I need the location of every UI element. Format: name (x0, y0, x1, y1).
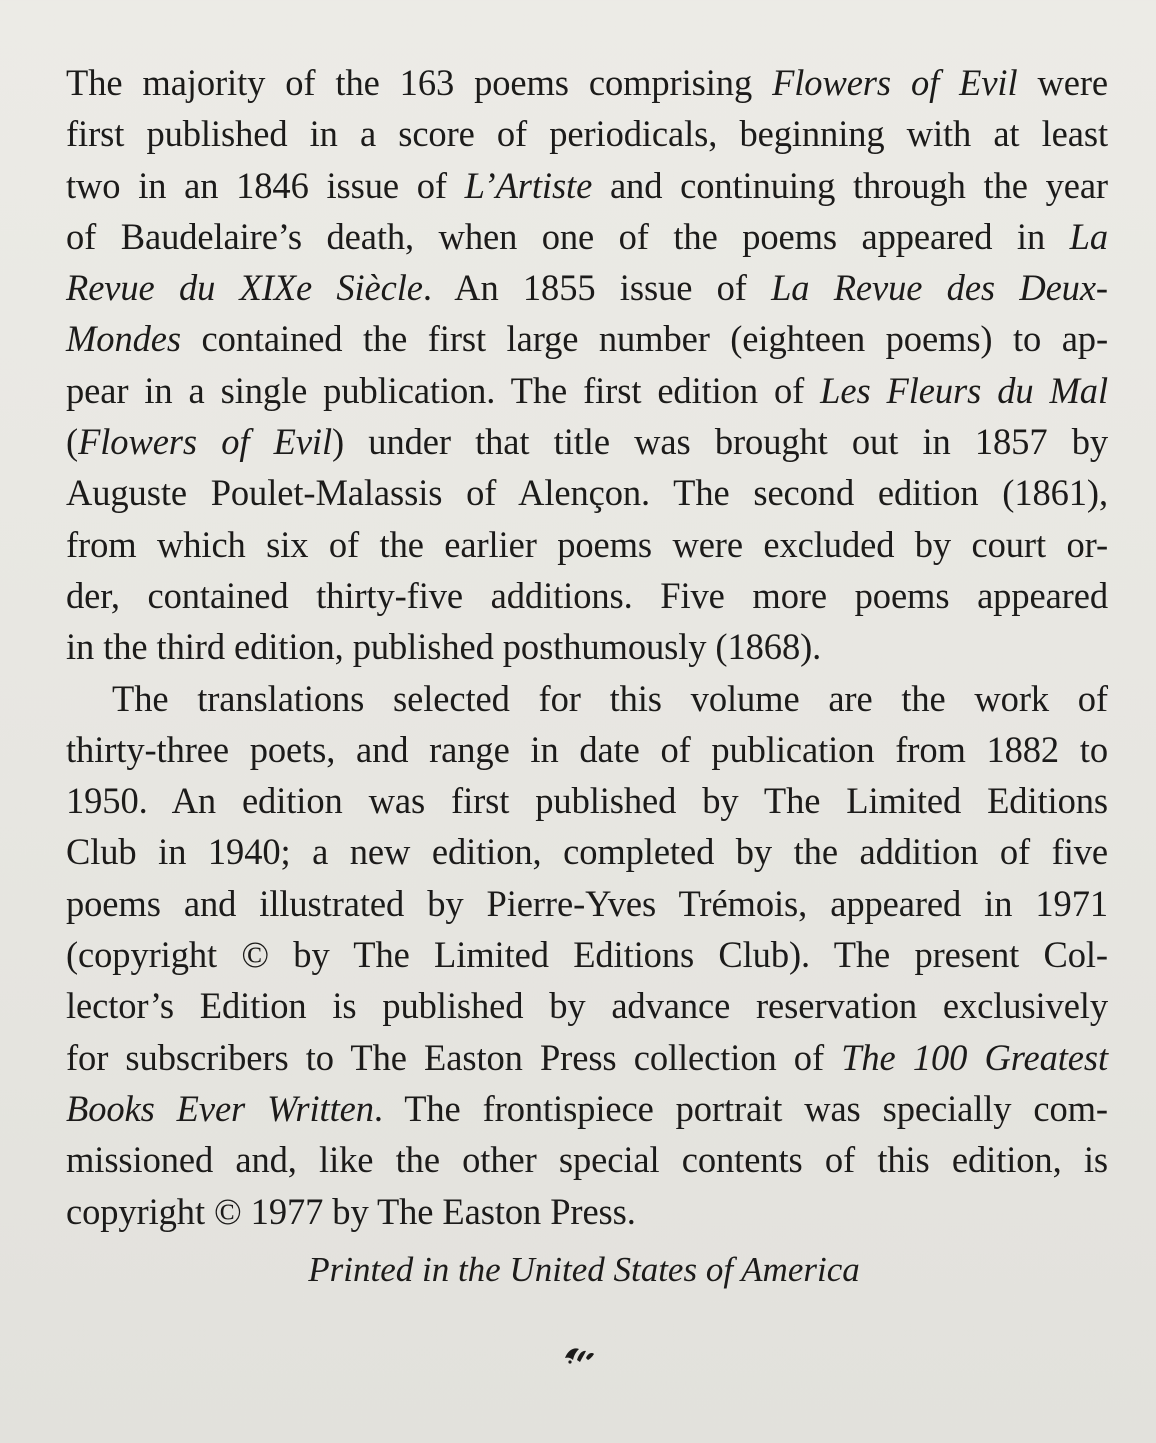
text-line (66, 570, 1108, 621)
italic-title-text: La Revue des Deux- (771, 267, 1108, 309)
text-segment: first published in a score of periodicals, beginning with at least (66, 113, 1108, 155)
text-segment: thirty-three poets, and range in date of publication from 1882 to (66, 728, 1108, 770)
text-line (66, 1134, 1108, 1185)
printer-mark-icon (562, 1338, 598, 1368)
text-segment: The majority of the 163 poems comprising (66, 62, 773, 103)
text-segment: ) under that title was brought out in 1857 by (332, 421, 1108, 463)
text-line (66, 621, 1108, 672)
text-segment: in the third edition, published posthumously (1868). (66, 626, 822, 668)
text-line (66, 929, 1108, 980)
text-line (66, 724, 1108, 775)
text-segment: were (1017, 62, 1108, 103)
text-segment: . The frontispiece portrait was specially com- (373, 1087, 1108, 1129)
text-segment: The translations selected for this volume are the work of (112, 677, 1108, 719)
printed-in-usa-imprint: Printed in the United States of America (308, 1250, 860, 1289)
text-segment: of Baudelaire’s death, when one of the poems appeared in (66, 215, 1070, 257)
text-line (66, 775, 1108, 826)
italic-title-text: Les Fleurs du Mal (820, 369, 1108, 411)
text-line (66, 673, 1108, 724)
text-line (66, 262, 1108, 313)
text-segment: from which six of the earlier poems were excluded by court or- (66, 523, 1108, 565)
paragraph-translations (66, 673, 1108, 1237)
text-line (66, 57, 1108, 108)
text-line (66, 826, 1108, 877)
text-segment: ( (66, 421, 79, 463)
italic-title-text: The 100 Greatest (841, 1036, 1109, 1078)
text-segment: 1950. An edition was first published by The Limited Editions (66, 780, 1108, 822)
text-segment: (copyright © by The Limited Editions Club). The present Col- (66, 934, 1108, 976)
italic-title-text: Flowers of Evil (78, 421, 333, 463)
italic-title-text: Mondes (66, 318, 181, 360)
text-line (66, 313, 1108, 364)
text-segment: pear in a single publication. The first edition of (66, 369, 821, 411)
text-line (66, 1186, 1108, 1237)
text-line (66, 160, 1108, 211)
text-line (66, 1083, 1108, 1134)
text-segment: contained the first large number (eighteen poems) to ap- (180, 318, 1108, 360)
paragraph-publication-history (66, 57, 1108, 673)
italic-title-text: Revue du XIXe Siècle (66, 267, 423, 309)
italic-title-text: Books Ever Written (66, 1087, 374, 1129)
italic-title-text: L’Artiste (464, 164, 593, 206)
text-line (66, 1032, 1108, 1083)
text-segment: Auguste Poulet-Malassis of Alençon. The second edition (1861), (66, 472, 1108, 514)
text-segment: copyright © 1977 by The Easton Press. (66, 1190, 636, 1232)
text-segment: for subscribers to The Easton Press collection of (66, 1036, 842, 1078)
text-segment: lector’s Edition is published by advance reservation exclusively (66, 985, 1108, 1027)
text-line (66, 878, 1108, 929)
text-segment: and continuing through the year (592, 164, 1108, 206)
text-line (66, 108, 1108, 159)
text-line (66, 211, 1108, 262)
text-line (66, 519, 1108, 570)
text-segment: poems and illustrated by Pierre-Yves Trémois, appeared in 1971 (66, 882, 1108, 924)
text-segment: . An 1855 issue of (422, 267, 772, 309)
text-line (66, 365, 1108, 416)
text-segment: missioned and, like the other special contents of this edition, is (66, 1139, 1108, 1181)
italic-title-text: La (1069, 215, 1108, 257)
colophon-text (66, 57, 1108, 1237)
text-segment: Club in 1940; a new edition, completed by the addition of five (66, 831, 1108, 873)
italic-title-text: Flowers of Evil (772, 62, 1018, 103)
text-line (66, 467, 1108, 518)
text-line (66, 980, 1108, 1031)
text-segment: der, contained thirty-five additions. Five more poems appeared (66, 574, 1108, 616)
text-segment: two in an 1846 issue of (66, 164, 465, 206)
text-line (66, 416, 1108, 467)
